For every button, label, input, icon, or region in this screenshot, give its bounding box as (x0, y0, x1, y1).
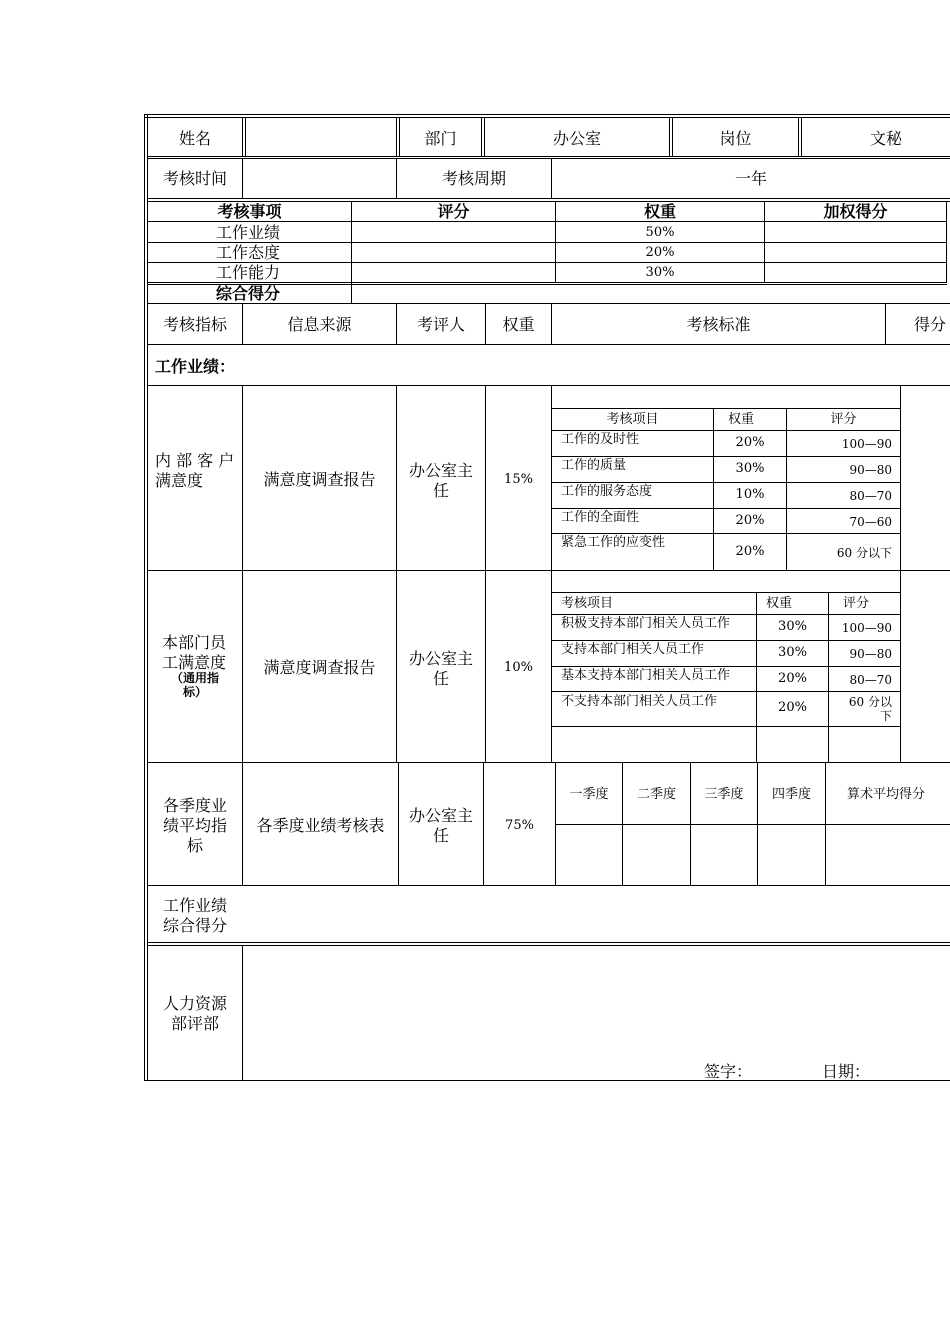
dept-value: 办公室 (552, 129, 601, 148)
summary-total-label: 综合得分 (216, 284, 281, 303)
summary-weight: 50% (645, 225, 675, 240)
staff-row-weight: 20% (778, 671, 807, 686)
customer-row-weight: 20% (735, 544, 765, 559)
staff-row-item: 积极支持本部门相关人员工作 (561, 616, 731, 631)
quarter-col-q4: 四季度 (771, 787, 811, 802)
quarter-col-q1: 一季度 (569, 787, 609, 802)
customer-row-item: 工作的及时性 (561, 432, 640, 447)
col-standard: 考核标准 (686, 315, 751, 334)
section-title: 工作业绩： (155, 357, 236, 376)
staff-row-item: 支持本部门相关人员工作 (561, 642, 705, 657)
col-score: 得分 (913, 315, 946, 334)
customer-row-weight: 20% (735, 513, 765, 528)
customer-row-score: 60 分以下 (836, 546, 892, 560)
staff-indicator-note: （通用指 标） (170, 671, 219, 699)
name-label: 姓名 (178, 129, 211, 148)
customer-table-header-score: 评分 (830, 412, 857, 427)
customer-row-weight: 20% (735, 435, 765, 450)
staff-row-score: 80—70 (849, 673, 892, 687)
quarter-assessor: 办公室主 任 (408, 806, 473, 845)
dept-label: 部门 (424, 129, 457, 148)
quarter-weight: 75% (505, 818, 534, 833)
customer-row-score: 70—60 (849, 515, 892, 529)
customer-row-item: 紧急工作的应变性 (561, 535, 666, 550)
col-assessor: 考评人 (416, 315, 465, 334)
cycle-value: 一年 (734, 169, 767, 188)
quarter-col-average: 算术平均得分 (846, 787, 925, 802)
customer-row-score: 100—90 (841, 437, 892, 451)
hr-sign-label: 签字： (704, 1062, 753, 1081)
staff-table-header-weight: 权重 (766, 596, 793, 611)
staff-source: 满意度调查报告 (263, 658, 376, 677)
col-source: 信息来源 (287, 315, 352, 334)
staff-row-weight: 20% (778, 700, 807, 715)
customer-indicator: 内 部 客 户 满意度 (155, 451, 235, 490)
summary-item: 工作能力 (216, 263, 281, 282)
summary-item: 工作态度 (216, 243, 281, 262)
quarter-col-q3: 三季度 (704, 787, 744, 802)
staff-weight: 10% (504, 660, 533, 675)
summary-header-score: 评分 (437, 202, 470, 221)
hr-date-label: 日期： (822, 1062, 871, 1081)
customer-row-item: 工作的服务态度 (561, 484, 653, 499)
summary-item: 工作业绩 (216, 223, 281, 242)
customer-row-item: 工作的质量 (561, 458, 627, 473)
hr-comment-area[interactable] (243, 946, 950, 1080)
customer-row-weight: 30% (735, 461, 765, 476)
summary-weight: 20% (645, 245, 675, 260)
customer-assessor: 办公室主 任 (408, 461, 473, 500)
customer-source: 满意度调查报告 (263, 470, 376, 489)
post-label: 岗位 (719, 129, 752, 148)
cycle-label: 考核周期 (441, 169, 506, 188)
name-field[interactable] (246, 120, 396, 156)
customer-row-weight: 10% (735, 487, 765, 502)
summary-weight: 30% (645, 265, 675, 280)
staff-row-weight: 30% (778, 619, 807, 634)
staff-table-header-item: 考核项目 (561, 596, 614, 611)
summary-header-item: 考核事项 (217, 202, 282, 221)
staff-row-score: 60 分以 下 (848, 695, 892, 723)
perf-total-label: 工作业绩 综合得分 (162, 896, 227, 935)
customer-row-score: 80—70 (849, 489, 892, 503)
col-weight: 权重 (502, 315, 535, 334)
perf-total-field[interactable] (243, 886, 950, 942)
summary-header-weighted: 加权得分 (823, 202, 888, 221)
time-label: 考核时间 (162, 169, 227, 188)
customer-row-score: 90—80 (849, 463, 892, 477)
time-field[interactable] (243, 159, 396, 198)
quarter-indicator: 各季度业 绩平均指 标 (162, 796, 227, 855)
summary-header-weight: 权重 (643, 202, 676, 221)
staff-row-item: 不支持本部门相关人员工作 (561, 694, 718, 709)
customer-table-header-weight: 权重 (727, 412, 754, 427)
post-value: 文秘 (869, 129, 902, 148)
staff-table-header-score: 评分 (843, 596, 870, 611)
staff-row-weight: 30% (778, 645, 807, 660)
staff-row-item: 基本支持本部门相关人员工作 (561, 668, 731, 683)
customer-weight: 15% (504, 472, 533, 487)
staff-row-score: 100—90 (841, 621, 892, 635)
staff-indicator: 本部门员 工满意度 (162, 633, 227, 672)
quarter-col-q2: 二季度 (636, 787, 676, 802)
col-indicator: 考核指标 (162, 315, 227, 334)
customer-table-header-item: 考核项目 (606, 412, 659, 427)
hr-label: 人力资源 部评部 (162, 994, 227, 1033)
customer-row-item: 工作的全面性 (561, 510, 640, 525)
quarter-source: 各季度业绩考核表 (256, 816, 385, 835)
staff-assessor: 办公室主 任 (408, 649, 473, 688)
staff-row-score: 90—80 (849, 647, 892, 661)
